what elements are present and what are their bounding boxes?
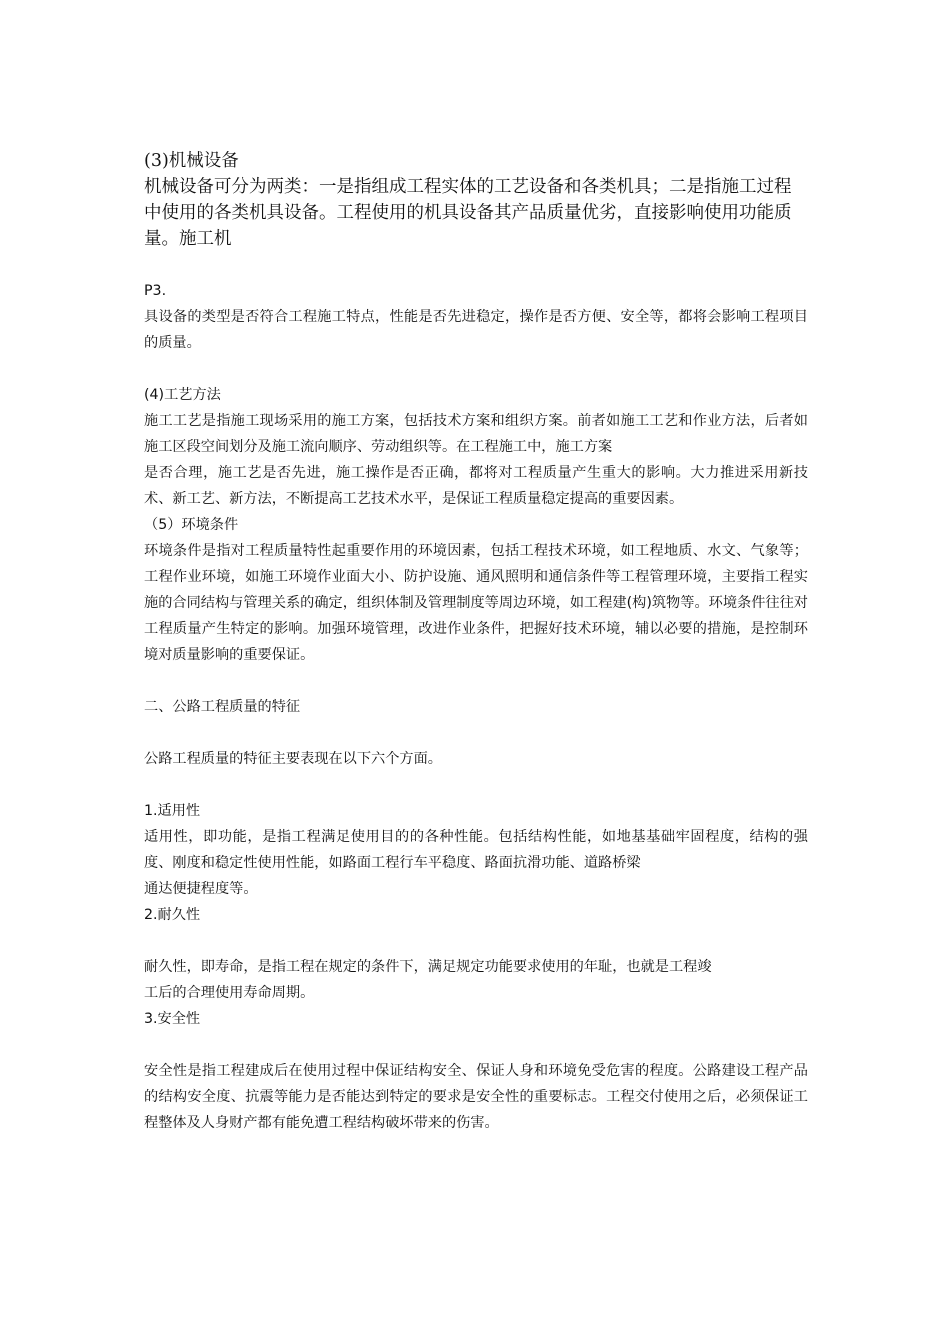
spacer [144,772,808,798]
spacer [144,668,808,694]
section-heading: 3.安全性 [144,1011,201,1027]
document-body [144,148,808,1136]
section-heading: (3)机械设备 [144,151,239,171]
section-heading: (4)工艺方法 [144,387,221,403]
paragraph: 施工工艺是指施工现场采用的施工方案，包括技术方案和组织方案。前者如施工工艺和作业方法，后者如施工区段空间划分及施工流向顺序、劳动组织等。在工程施工中，施工方案 [144,413,808,455]
chapter-heading: 二、公路工程质量的特征 [144,699,301,715]
section-heading: 2.耐久性 [144,907,201,923]
paragraph: 耐久性，即寿命，是指工程在规定的条件下，满足规定功能要求使用的年耻，也就是工程竣 [144,959,712,975]
paragraph: 环境条件是指对工程质量特性起重要作用的环境因素，包括工程技术环境，如工程地质、水文、气象等；工程作业环境，如施工环境作业面大小、防护设施、通风照明和通信条件等工程管理环境，主要指工程实施的合同结构与管理关系的确定，组织体制及管理制度等周边环境，如工程建(构)筑物等。环境条件往往对工程质量产生特定的影响。加强环境管理，改进作业条件，把握好技术环境，辅以必要的措施，是控制环境对质量影响的重要保证。 [144,543,808,663]
paragraph: 机械设备可分为两类：一是指组成工程实体的工艺设备和各类机具；二是指施工过程中使用的各类机具设备。工程使用的机具设备其产品质量优劣，直接影响使用功能质量。施工机 [144,177,792,249]
page-marker: P3. [144,283,167,299]
paragraph: 工后的合理使用寿命周期。 [144,985,315,1001]
spacer [144,928,808,954]
spacer [144,252,808,278]
section-heading: （5）环境条件 [144,517,239,533]
section-heading: 1.适用性 [144,803,201,819]
spacer [144,1032,808,1058]
paragraph: 是否合理，施工艺是否先进，施工操作是否正确，都将对工程质量产生重大的影响。大力推进采用新技术、新工艺、新方法，不断提高工艺技术水平，是保证工程质量稳定提高的重要因素。 [144,465,808,507]
spacer [144,356,808,382]
paragraph: 具设备的类型是否符合工程施工特点，性能是否先进稳定，操作是否方便、安全等，都将会影响工程项目的质量。 [144,309,808,351]
paragraph: 通达便捷程度等。 [144,881,258,897]
paragraph: 公路工程质量的特征主要表现在以下六个方面。 [144,751,442,767]
paragraph: 安全性是指工程建成后在使用过程中保证结构安全、保证人身和环境免受危害的程度。公路建设工程产品的结构安全度、抗震等能力是否能达到特定的要求是安全性的重要标志。工程交付使用之后，必须保证工程整体及人身财产都有能免遭工程结构破坏带来的伤害。 [144,1063,808,1131]
spacer [144,720,808,746]
paragraph: 适用性，即功能，是指工程满足使用目的的各种性能。包括结构性能，如地基基础牢固程度，结构的强度、刚度和稳定性使用性能，如路面工程行车平稳度、路面抗滑功能、道路桥梁 [144,829,808,871]
